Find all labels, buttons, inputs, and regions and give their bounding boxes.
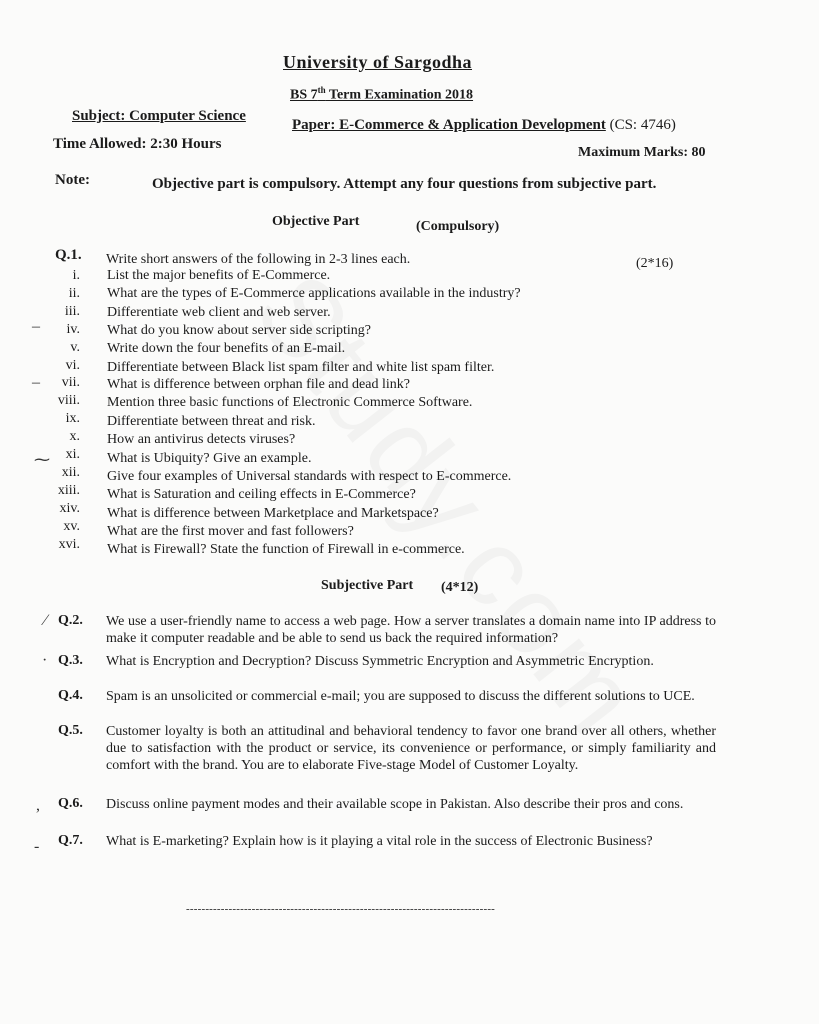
objective-item-number: i.: [72, 268, 80, 283]
objective-item-number: vi.: [65, 358, 80, 373]
objective-item-number: viii.: [57, 393, 80, 408]
objective-item-text: Differentiate web client and web server.: [107, 305, 331, 320]
objective-item-text: What are the first mover and fast followers?: [107, 524, 354, 539]
objective-item-number: xiv.: [59, 501, 80, 516]
subjective-question-text: Discuss online payment modes and their available scope in Pakistan. Also describe their pros and cons.: [106, 797, 684, 812]
note-label: Note:: [55, 172, 90, 188]
objective-item-text: How an antivirus detects viruses?: [107, 432, 296, 447]
subjective-question-text: Spam is an unsolicited or commercial e-mail; you are supposed to discuss the different solutions to UCE.: [106, 689, 695, 704]
exam-term: BS 7: [290, 87, 318, 103]
objective-subtitle: (Compulsory): [416, 219, 500, 234]
subjective-marks: (4*12): [441, 580, 479, 595]
university-title: University of Sargodha: [283, 52, 473, 72]
objective-item-text: Differentiate between threat and risk.: [107, 414, 316, 429]
pen-mark: ,: [36, 797, 40, 814]
q1-label: Q.1.: [55, 247, 82, 263]
pen-mark: ·: [42, 652, 48, 669]
q1-text: Write short answers of the following in 2-3 lines each.: [106, 252, 411, 267]
note-text: Objective part is compulsory. Attempt any four questions from subjective part.: [152, 176, 657, 192]
objective-item-number: xii.: [61, 465, 80, 480]
objective-item-text: What is difference between Marketplace and Marketspace?: [107, 506, 439, 521]
objective-item-number: x.: [69, 429, 80, 444]
paper-code: (CS: 4746): [609, 117, 676, 133]
objective-item-text: What is Ubiquity? Give an example.: [107, 451, 312, 466]
objective-item-number: iv.: [66, 322, 80, 337]
footer-divider: --------------------------------------------------------------------------------: [186, 903, 496, 915]
exam-sup: th: [317, 85, 326, 95]
subjective-question-number: Q.4.: [58, 688, 83, 703]
objective-item-text: What are the types of E-Commerce applications available in the industry?: [107, 286, 521, 301]
objective-item-text: What is Firewall? State the function of Firewall in e-commerce.: [107, 542, 465, 557]
subjective-question-text: What is E-marketing? Explain how is it playing a vital role in the success of Electronic Business?: [106, 834, 653, 849]
objective-item-number: xv.: [63, 519, 80, 534]
exam-title: [290, 85, 473, 104]
objective-item-text: Give four examples of Universal standards with respect to E-commerce.: [107, 469, 512, 484]
objective-item-text: List the major benefits of E-Commerce.: [107, 268, 331, 283]
subjective-question-number: Q.6.: [58, 796, 83, 811]
subjective-question-number: Q.3.: [58, 653, 83, 668]
paper-line: [292, 117, 676, 134]
objective-item-number: xi.: [65, 447, 80, 462]
objective-item-text: What do you know about server side scripting?: [107, 323, 371, 338]
objective-item-number: vii.: [61, 375, 80, 390]
q1-marks: (2*16): [636, 256, 674, 271]
pen-mark: –: [32, 374, 40, 391]
objective-item-number: ii.: [68, 286, 80, 301]
objective-item-number: ix.: [65, 411, 80, 426]
objective-item-text: What is difference between orphan file and dead link?: [107, 377, 410, 392]
subjective-question-number: Q.2.: [58, 613, 83, 628]
subjective-question-text: What is Encryption and Decryption? Discuss Symmetric Encryption and Asymmetric Encryption.: [106, 654, 654, 669]
objective-item-text: Write down the four benefits of an E-mail.: [107, 341, 346, 356]
subjective-title: Subjective Part: [321, 578, 414, 593]
objective-item-text: Differentiate between Black list spam filter and white list spam filter.: [107, 360, 495, 375]
pen-mark: ⁄: [44, 612, 47, 629]
exam-year: Term Examination 2018: [325, 87, 474, 103]
subject: Subject: Computer Science: [72, 108, 246, 124]
paper-title: Paper: E-Commerce & Application Development: [292, 117, 606, 133]
subjective-question-number: Q.5.: [58, 723, 83, 738]
objective-item-text: Mention three basic functions of Electronic Commerce Software.: [107, 395, 473, 410]
pen-mark: ⁓: [34, 452, 50, 469]
pen-mark: -: [34, 838, 40, 855]
maximum-marks: Maximum Marks: 80: [578, 145, 706, 160]
objective-item-number: v.: [70, 340, 80, 355]
objective-item-number: xvi.: [58, 537, 80, 552]
time-allowed: Time Allowed: 2:30 Hours: [53, 136, 222, 152]
objective-item-number: xiii.: [57, 483, 80, 498]
subjective-question-text: We use a user-friendly name to access a web page. How a server translates a domain name into IP address to make it computer readable and be able to send us back the required information?: [106, 614, 716, 646]
subjective-question-text: Customer loyalty is both an attitudinal and behavioral tendency to favor one brand over all others, whether due to satisfaction with the product or service, its convenience or performance, or simply familiarity and comfort with the brand. You are to elaborate Five-stage Model of Customer Loyalty.: [106, 724, 716, 773]
pen-mark: –: [32, 318, 40, 335]
objective-item-text: What is Saturation and ceiling effects in E-Commerce?: [107, 487, 416, 502]
subjective-question-number: Q.7.: [58, 833, 83, 848]
objective-title: Objective Part: [272, 214, 360, 229]
objective-item-number: iii.: [64, 304, 80, 319]
